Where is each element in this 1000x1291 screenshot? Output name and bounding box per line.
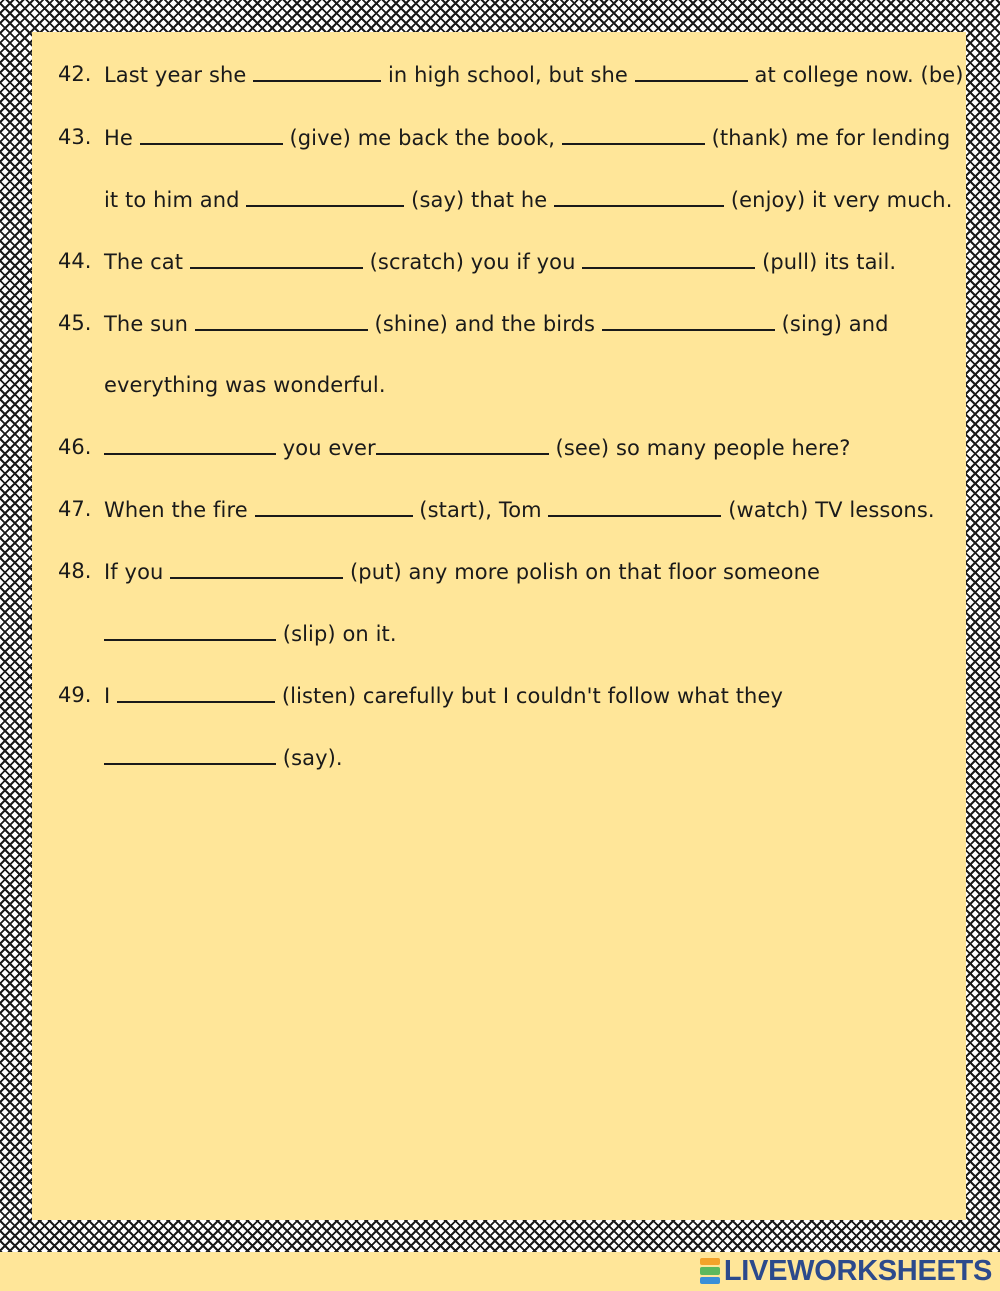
question-number: 45. [58, 311, 92, 335]
question-line [104, 683, 783, 708]
question-text: (see) so many people here? [548, 436, 851, 460]
answer-blank[interactable] [376, 435, 549, 455]
question-number: 43. [58, 125, 92, 149]
question-text: everything was wonderful. [104, 373, 386, 397]
question-text: (slip) on it. [276, 622, 397, 646]
question-number: 48. [58, 559, 92, 583]
question-text: (scratch) you if you [362, 250, 583, 274]
question-line [104, 497, 935, 522]
question-text: in high school, but she [381, 63, 635, 87]
question-line [104, 62, 964, 87]
question-text: (enjoy) it very much. [724, 188, 953, 212]
question-text: When the fire [104, 498, 255, 522]
question-line [104, 311, 889, 336]
answer-blank[interactable] [246, 187, 404, 207]
logo-block-icon [700, 1267, 720, 1274]
question-text: The sun [104, 312, 195, 336]
question-line [104, 125, 950, 150]
answer-blank[interactable] [195, 311, 368, 331]
answer-blank[interactable] [253, 62, 381, 82]
question-number: 42. [58, 62, 92, 86]
brand-name: LIVEWORKSHEETS [723, 1254, 992, 1287]
question-text: (start), Tom [412, 498, 549, 522]
answer-blank[interactable] [255, 497, 413, 517]
question-text: (listen) carefully but I couldn't follow what they [275, 684, 784, 708]
question-text: (shine) and the birds [367, 312, 602, 336]
question-text: (thank) me for lending [704, 126, 951, 150]
question-number: 47. [58, 497, 92, 521]
liveworksheets-logo[interactable] [700, 1256, 992, 1286]
logo-blocks-icon [700, 1257, 720, 1285]
question-text: (say). [276, 746, 343, 770]
answer-blank[interactable] [170, 559, 343, 579]
answer-blank[interactable] [554, 187, 724, 207]
answer-blank[interactable] [190, 249, 363, 269]
answer-blank[interactable] [104, 621, 276, 641]
question-line [104, 187, 952, 212]
answer-blank[interactable] [562, 125, 705, 145]
answer-blank[interactable] [635, 62, 748, 82]
logo-block-icon [700, 1277, 720, 1284]
answer-blank[interactable] [117, 683, 275, 703]
question-text: The cat [104, 250, 190, 274]
question-number: 44. [58, 249, 92, 273]
question-number: 46. [58, 435, 92, 459]
question-text: (watch) TV lessons. [721, 498, 935, 522]
question-text: He [104, 126, 140, 150]
question-line [104, 559, 820, 584]
question-line [104, 373, 386, 397]
question-text: it to him and [104, 188, 247, 212]
answer-blank[interactable] [548, 497, 721, 517]
question-number: 49. [58, 683, 92, 707]
question-line [104, 621, 397, 646]
answer-blank[interactable] [140, 125, 283, 145]
question-text: (give) me back the book, [282, 126, 562, 150]
question-text: (say) that he [404, 188, 555, 212]
question-text: you ever [276, 436, 376, 460]
answer-blank[interactable] [602, 311, 775, 331]
answer-blank[interactable] [104, 435, 276, 455]
question-line [104, 435, 851, 460]
question-text: If you [104, 560, 171, 584]
question-line [104, 249, 896, 274]
logo-block-icon [700, 1258, 720, 1265]
question-line [104, 745, 343, 770]
answer-blank[interactable] [104, 745, 276, 765]
question-text: I [104, 684, 118, 708]
question-text: Last year she [104, 63, 254, 87]
question-text: at college now. (be) [747, 63, 964, 87]
question-text: (sing) and [774, 312, 889, 336]
answer-blank[interactable] [582, 249, 755, 269]
question-text: (put) any more polish on that floor someone [343, 560, 821, 584]
question-text: (pull) its tail. [755, 250, 897, 274]
